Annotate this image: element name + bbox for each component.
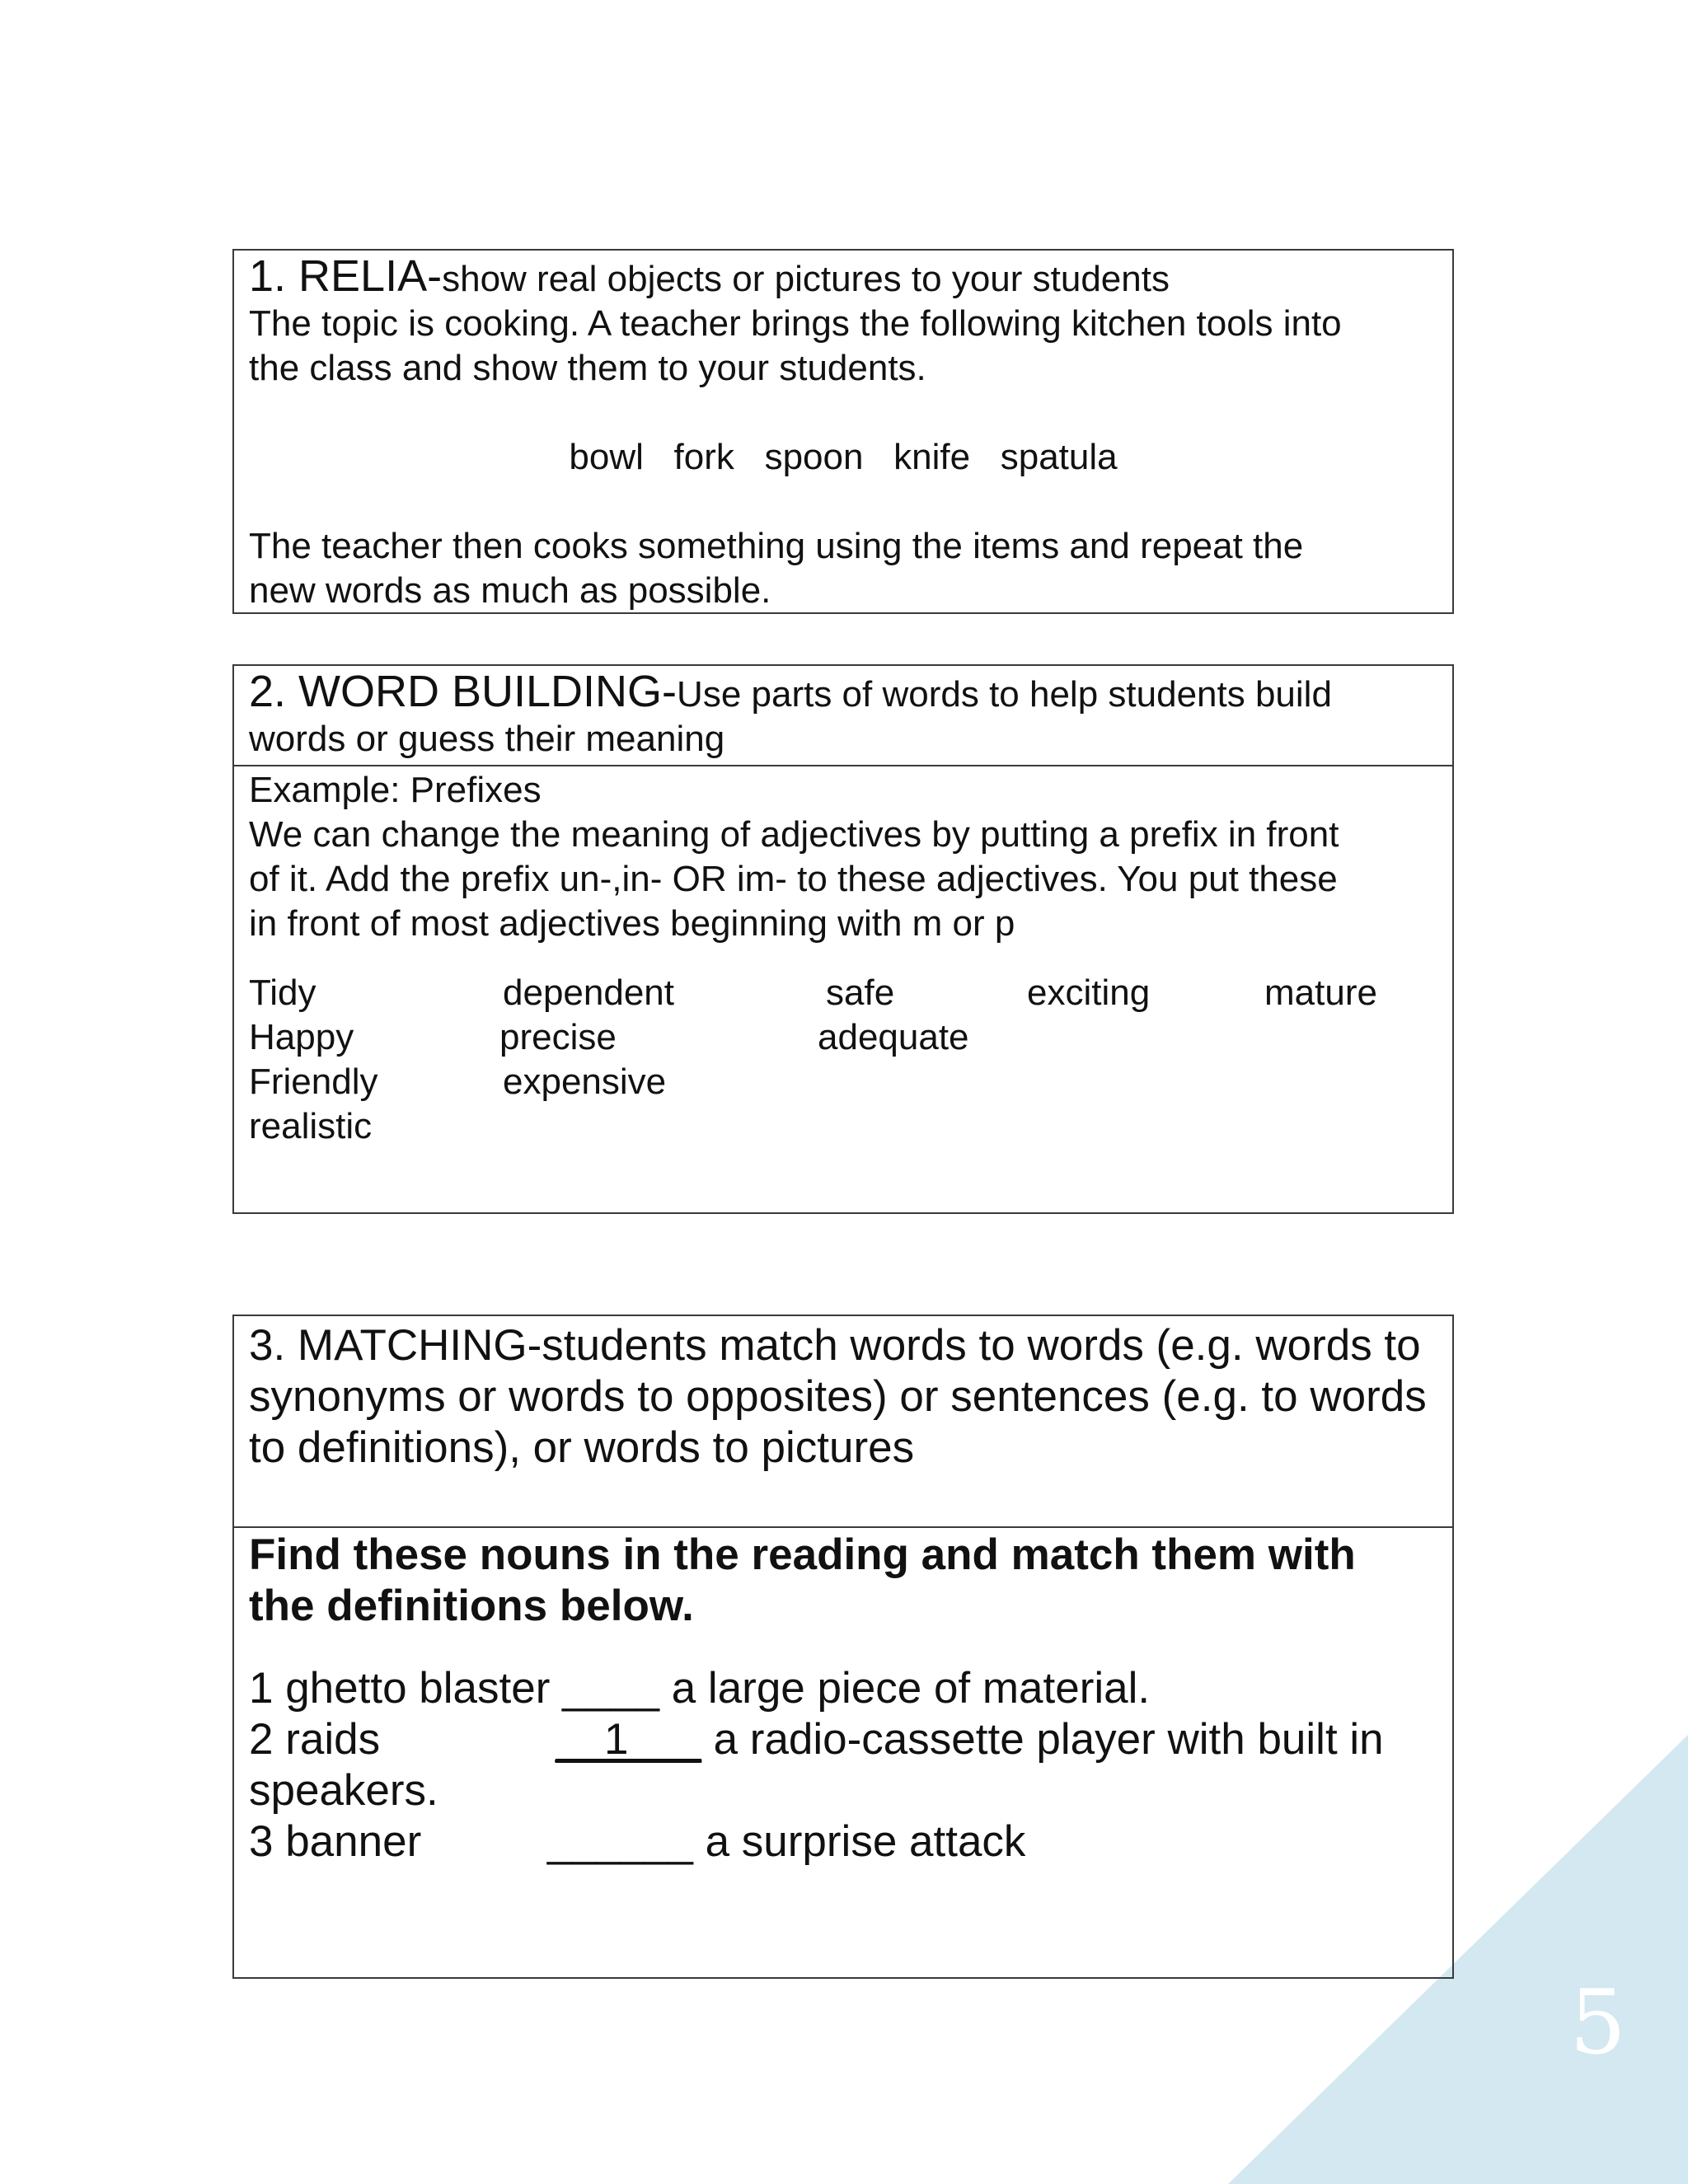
matching-item [249,1663,1437,1714]
section-word-building-title [249,669,1437,717]
matching-blank: ____ [562,1664,659,1713]
matching-blank: ______ [547,1817,693,1866]
page-number: 5 [1569,1971,1626,2074]
section-matching-heading-2: synonyms or words to opposites) or sentences (e.g. to words [249,1372,1427,1421]
section-matching-heading-3: to definitions), or words to pictures [249,1423,915,1472]
prefix-description-1: We can change the meaning of adjectives by putting a prefix in front [249,814,1339,855]
matching-term: 2 raids [249,1715,381,1764]
matching-term: 1 ghetto blaster [249,1664,551,1713]
section-relia-text-4: new words as much as possible. [249,570,771,611]
adjective-row [249,1104,1437,1149]
adjective-word: Friendly [249,1062,378,1102]
section-word-building-title-line2: words or guess their meaning [249,719,725,759]
matching-definition: a large piece of material. [671,1664,1151,1713]
matching-item [249,1816,1437,1868]
matching-term: 3 banner [249,1817,422,1866]
section-word-building-box [232,664,1454,1214]
kitchen-tools-list: bowl fork spoon knife spatula [569,437,1118,477]
section-relia-box [232,249,1454,614]
section-matching-box [232,1315,1454,1979]
adjective-word: exciting [1027,972,1151,1013]
adjective-word: realistic [249,1106,373,1146]
adjective-row [249,1015,1437,1060]
matching-instructions-1: Find these nouns in the reading and match them with [249,1530,1356,1579]
section-word-building-title-rest: Use parts of words to help students build [677,674,1332,715]
matching-definition: a radio-cassette player with built in [713,1715,1384,1764]
example-label: Example: Prefixes [249,770,542,810]
section-relia-title-main: 1. RELIA- [249,251,443,301]
adjective-word: Happy [249,1017,354,1057]
section-relia-title-rest: show real objects or pictures to your students [442,259,1170,299]
adjective-word: dependent [503,972,674,1013]
section-relia-title [249,251,1437,302]
adjective-row [249,971,1437,1015]
adjective-word: precise [499,1017,617,1057]
matching-item-continuation: speakers. [249,1766,438,1815]
prefix-description-2: of it. Add the prefix un-,in- OR im- to these adjectives. You put these [249,859,1338,899]
adjective-word: mature [1264,972,1377,1013]
section-relia-text-2: the class and show them to your students. [249,348,926,388]
matching-item [249,1714,1437,1765]
matching-instructions-2: the definitions below. [249,1582,694,1630]
adjective-word: expensive [503,1062,667,1102]
section-relia-text-1: The topic is cooking. A teacher brings the following kitchen tools into [249,303,1342,344]
matching-definition: a surprise attack [705,1817,1026,1866]
adjective-word: adequate [818,1017,969,1057]
matching-blank-answer: __1___ [556,1715,701,1764]
section-matching-heading-1: 3. MATCHING-students match words to words (e.g. words to [249,1321,1421,1370]
section-word-building-title-main: 2. WORD BUILDING- [249,667,678,716]
adjective-word: safe [826,972,895,1013]
section-relia-text-3: The teacher then cooks something using the items and repeat the [249,526,1304,566]
prefix-description-3: in front of most adjectives beginning with m or p [249,903,1015,944]
adjective-row [249,1060,1437,1104]
adjective-word: Tidy [249,972,316,1013]
